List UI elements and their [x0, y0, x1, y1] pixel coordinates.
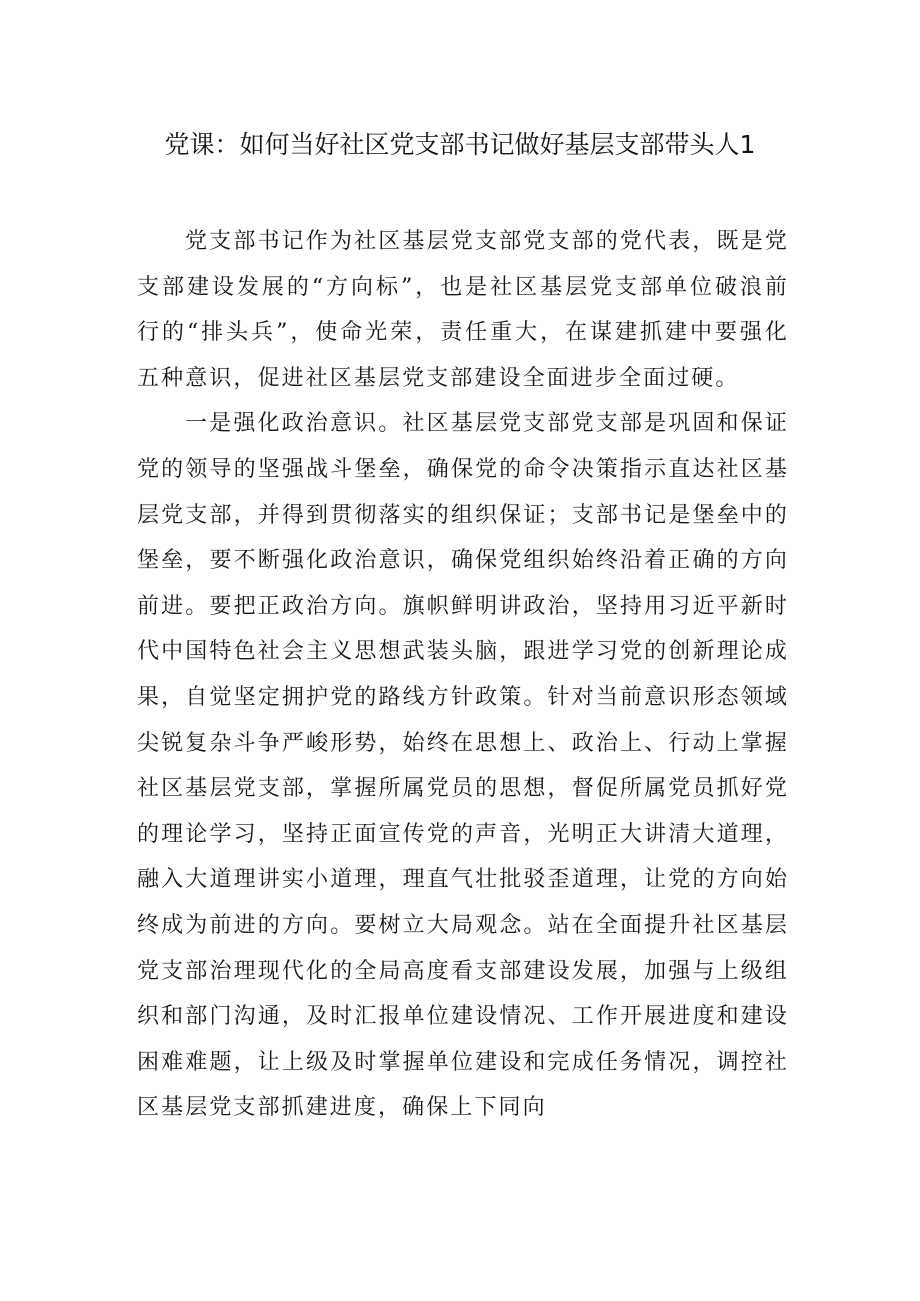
paragraph-intro: 党支部书记作为社区基层党支部党支部的党代表，既是党支部建设发展的“方向标”，也是社区基层党支部单位破浪前行的“排头兵”，使命光荣，责任重大，在谋建抓建中要强化五种意识，促进社区基层党支部建设全面进步全面过硬。: [137, 229, 789, 391]
document-body: [137, 219, 789, 1131]
document-title: 党课：如何当好社区党支部书记做好基层支部带头人1: [164, 130, 756, 159]
paragraph-political-awareness: 一是强化政治意识。社区基层党支部党支部是巩固和保证党的领导的坚强战斗堡垒，确保党的命令决策指示直达社区基层党支部，并得到贯彻落实的组织保证；支部书记是堡垒中的堡垒，要不断强化政治意识，确保党组织始终沿着正确的方向前进。要把正政治方向。旗帜鲜明讲政治，坚持用习近平新时代中国特色社会主义思想武装头脑，跟进学习党的创新理论成果，自觉坚定拥护党的路线方针政策。针对当前意识形态领域尖锐复杂斗争严峻形势，始终在思想上、政治上、行动上掌握社区基层党支部，掌握所属党员的思想，督促所属党员抓好党的理论学习，坚持正面宣传党的声音，光明正大讲清大道理，融入大道理讲实小道理，理直气壮批驳歪道理，让党的方向始终成为前进的方向。要树立大局观念。站在全面提升社区基层党支部治理现代化的全局高度看支部建设发展，加强与上级组织和部门沟通，及时汇报单位建设情况、工作开展进度和建设困难难题，让上级及时掌握单位建设和完成任务情况，调控社区基层党支部抓建进度，确保上下同向: [137, 411, 789, 1121]
